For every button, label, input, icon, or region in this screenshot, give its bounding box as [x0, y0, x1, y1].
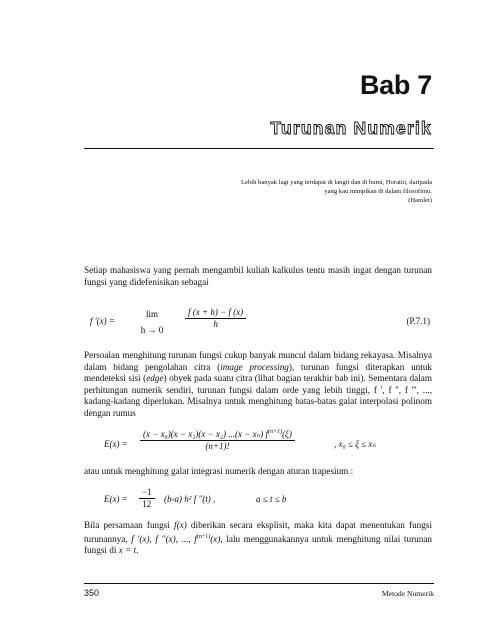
chapter-title: Turunan Numerik: [270, 118, 432, 138]
eq1-limit: [137, 309, 167, 336]
epigraph-line-1: Lebih banyak lagi yang terdapat di langit dan di bumi, Horatio, daripada: [241, 179, 432, 186]
epigraph-line-2: yang kau mimpikan di dalam filosofimu.: [324, 187, 432, 195]
eq1-lim-condition: h → 0: [140, 325, 164, 335]
equation-interpolation-error: [104, 439, 128, 450]
title-rule: [84, 148, 434, 149]
eq2-numerator: (x − x₀)(x − x₁)(x − x₂) ...(x − xₙ) $f^{(n+1)}(\xi)$: [140, 427, 295, 441]
epigraph: [202, 179, 432, 205]
eq1-numerator: f (x + h) − f (x): [185, 307, 246, 319]
p4-derivatives: f '(x), f ''(x), ..., f: [131, 533, 197, 544]
p2-text-3: ) obyek pada suatu citra (lihat bagian terakhir bab ini). Sementara dalam perhitungan numerik sendiri, turunan fungsi dalam orde yang lebih tinggi, f ', f '', f ''', ..., kadang-kadang diperlukan. Misalnya untuk menghitung batas-batas galat interpolasi polinom dengan rumus: [84, 373, 432, 418]
eq2-denominator: (n+1)!: [205, 441, 230, 451]
eq2-lhs: E(x) =: [104, 439, 128, 449]
paragraph-4: Bila persamaan fungsi f(x) diberikan secara eksplisit, maka kita dapat menentukan fungsi turunannya, f '(x), f ''(x), ..., $f^{(n+1)}(x)$, lalu menggunakannya untuk menghitung nilai turunan fungsi di x = t.: [84, 520, 433, 556]
epigraph-attribution: (Hamlet): [408, 196, 432, 204]
equation-p7-1: [90, 316, 115, 327]
eq3-numerator: −1: [139, 487, 155, 499]
p4-x-eq-t: x = t: [118, 545, 137, 556]
paragraph-3: atau untuk menghitung galat integrasi numerik dengan aturan trapesium :: [84, 466, 354, 476]
eq2-condition: , x₀ ≤ ξ ≤ xₙ: [334, 439, 376, 449]
eq1-tag: (P.7.1): [406, 316, 430, 326]
eq1-lhs: f '(x) =: [90, 316, 115, 326]
eq3-condition: a ≤ t ≤ b: [256, 494, 287, 504]
paragraph-1: Setiap mahasiswa yang pernah mengambil kuliah kalkulus tentu masih ingat dengan turunan fungsi yang didefenisikan sebagai: [84, 265, 432, 287]
book-title: Metode Numerik: [381, 589, 434, 598]
eq3-denominator: 12: [142, 499, 152, 509]
p2-italic-2: edge: [146, 373, 164, 384]
eq3-fraction: [139, 487, 155, 510]
p2-text-2: ), turunan fungsi diterapkan untuk mendeteksi sisi (: [84, 361, 433, 384]
footer-rule: [84, 583, 434, 584]
eq1-lim: lim: [145, 309, 158, 319]
p2-text-1: Persoalan menghitung turunan fungsi cukup banyak muncul dalam bidang rekayasa. Misalnya dalam bidang pengolahan citra (: [84, 350, 432, 372]
eq3-body: (b-a) h² f ''(t) ,: [164, 494, 216, 504]
chapter-number: Bab 7: [359, 70, 432, 100]
eq3-lhs: E(x) =: [104, 494, 128, 504]
paragraph-2: [84, 350, 432, 420]
page-number: 350: [84, 588, 100, 598]
equation-trapezoid-error: [104, 494, 128, 505]
eq2-fraction: [140, 427, 295, 452]
eq1-fraction: [185, 307, 246, 330]
eq1-denominator: h: [213, 319, 218, 329]
p4-fx: f(x): [174, 520, 187, 530]
p2-italic-1: image processing: [220, 361, 289, 372]
